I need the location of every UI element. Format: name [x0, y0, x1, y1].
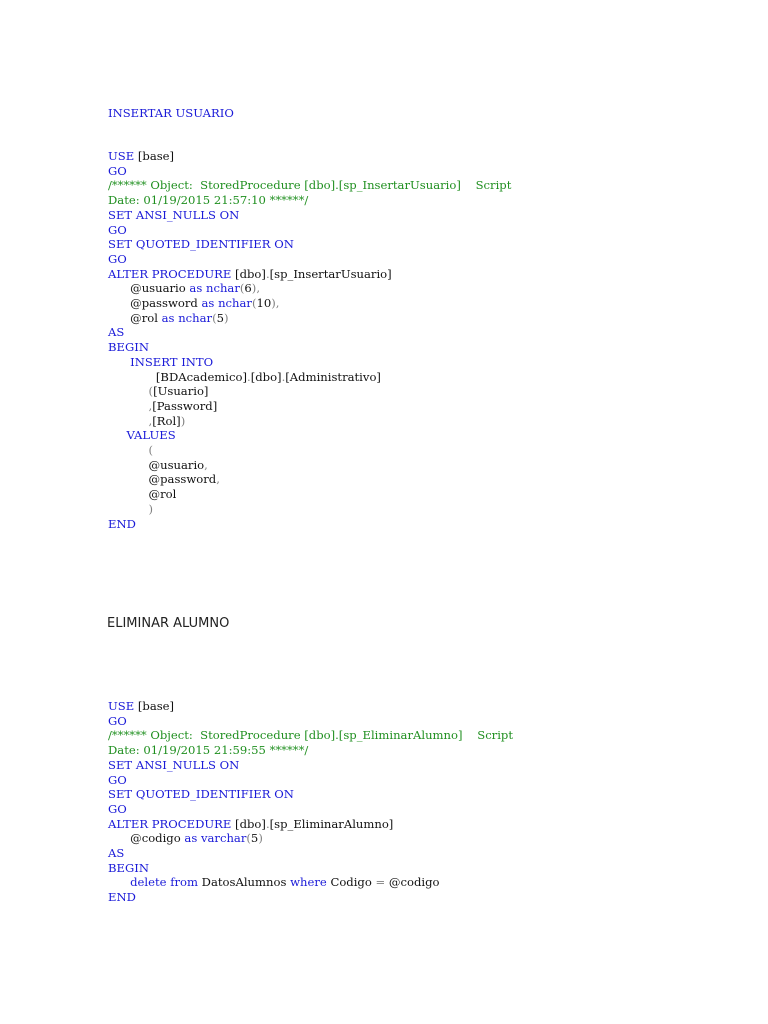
code-token: . [247, 369, 251, 384]
code-line [108, 414, 185, 429]
code-token: [dbo] [250, 369, 282, 384]
code-line [108, 370, 381, 385]
code-line [108, 875, 440, 890]
code-token: [Password] [152, 398, 218, 413]
code-token: ( [251, 296, 257, 310]
code-token: GO [108, 801, 127, 816]
code-token: [BDAcademico] [108, 369, 248, 384]
code-token: BEGIN [108, 340, 149, 355]
code-token: 5 [250, 831, 259, 846]
code-line [108, 311, 229, 326]
code-line [108, 443, 153, 458]
code-token: varchar [200, 831, 247, 846]
code-token: SET ANSI_NULLS ON [108, 757, 240, 772]
code-token: [dbo] [231, 816, 266, 831]
code-token: GO [108, 772, 127, 787]
code-token [108, 355, 130, 369]
code-token: [Rol] [152, 413, 181, 428]
code-line [108, 743, 308, 758]
code-token: GO [108, 713, 127, 728]
code-token: from [170, 875, 198, 890]
code-token: ( [148, 384, 154, 399]
code-token: AS [108, 325, 125, 340]
code-line [108, 458, 208, 473]
code-line [108, 846, 124, 861]
code-token: @codigo [108, 831, 185, 846]
code-token: END [108, 516, 136, 531]
code-token: /****** Object: StoredProcedure [dbo].[sp_EliminarAlumno] Script [108, 728, 514, 743]
code-token: ), [271, 296, 280, 310]
code-line [108, 502, 153, 517]
code-token: @password [108, 296, 202, 310]
code-line [108, 149, 174, 164]
code-token [108, 414, 149, 428]
code-token: [sp_EliminarAlumno] [269, 816, 394, 831]
code-token: [Usuario] [153, 384, 209, 399]
code-token: USE [108, 149, 135, 163]
code-line [108, 237, 294, 252]
section-title-eliminar-alumno: ELIMINAR ALUMNO [107, 616, 230, 631]
code-line [108, 267, 392, 282]
code-line [108, 340, 149, 355]
code-token: DatosAlumnos [198, 875, 291, 890]
code-line [108, 861, 149, 876]
code-token: as [161, 310, 175, 325]
code-token: 6 [244, 281, 252, 296]
code-token: ( [212, 310, 217, 325]
code-token: SET ANSI_NULLS ON [108, 207, 240, 222]
code-line [108, 223, 127, 238]
code-token: as [189, 281, 203, 296]
code-line [108, 831, 263, 846]
code-line [108, 773, 127, 788]
code-token [108, 502, 149, 516]
code-token: ALTER PROCEDURE [108, 266, 232, 281]
code-line [108, 252, 127, 267]
code-token: GO [108, 251, 127, 266]
code-line [108, 281, 260, 296]
code-token [108, 875, 130, 889]
code-token: ALTER PROCEDURE [108, 816, 232, 831]
code-token: GO [108, 222, 127, 237]
section-title-insertar-usuario: INSERTAR USUARIO [108, 106, 234, 120]
code-line [108, 758, 239, 773]
code-token: GO [108, 163, 127, 178]
code-token: ) [180, 413, 186, 428]
code-token: SET QUOTED_IDENTIFIER ON [108, 787, 294, 802]
code-token: Codigo [326, 875, 376, 890]
code-token: Date: 01/19/2015 21:57:10 ******/ [108, 193, 309, 208]
code-token: AS [108, 846, 125, 860]
code-token: SET QUOTED_IDENTIFIER ON [108, 237, 294, 252]
code-line [108, 714, 127, 729]
code-token: ( [246, 831, 251, 846]
code-token: [base] [134, 699, 175, 713]
code-token: ) [258, 831, 263, 846]
code-token: , [148, 413, 153, 428]
code-token: [dbo] [231, 266, 266, 281]
code-token: /****** Object: StoredProcedure [dbo].[sp_InsertarUsuario] Script [108, 178, 512, 193]
code-token: nchar [205, 281, 240, 296]
code-token: @password [108, 472, 217, 487]
code-line [108, 296, 279, 311]
code-token [108, 384, 149, 398]
code-token: @usuario [108, 281, 190, 296]
code-line [108, 890, 136, 905]
code-token: nchar [218, 296, 252, 310]
code-token: END [108, 890, 136, 905]
code-token: ( [148, 443, 154, 457]
code-line [108, 193, 308, 208]
code-line [108, 384, 208, 399]
code-block-eliminar-alumno [108, 699, 748, 909]
code-line [108, 728, 513, 743]
code-line [108, 517, 136, 532]
code-token: @rol [108, 310, 162, 325]
code-line [108, 355, 213, 370]
code-token: ), [251, 281, 261, 296]
code-token: @usuario [108, 457, 205, 472]
code-token: as [201, 296, 215, 310]
code-token: . [281, 369, 286, 384]
code-token: ( [239, 281, 245, 296]
code-token: nchar [178, 310, 213, 325]
code-token [108, 428, 126, 442]
code-token: . [265, 266, 270, 281]
code-line [108, 699, 174, 714]
code-line [108, 487, 176, 502]
code-line [108, 472, 220, 487]
code-line [108, 787, 294, 802]
code-block-insertar-usuario [108, 149, 748, 539]
code-token: [sp_InsertarUsuario] [269, 266, 392, 281]
code-line [108, 817, 393, 832]
code-line [108, 208, 239, 223]
code-token: BEGIN [108, 860, 149, 875]
code-token: ) [224, 310, 229, 325]
code-token: ) [148, 501, 154, 516]
code-token: as [184, 831, 198, 846]
code-token: where [290, 875, 327, 890]
code-token: [base] [134, 149, 175, 163]
code-token: = [375, 875, 386, 890]
code-line [108, 178, 511, 193]
code-token: delete [130, 875, 167, 890]
code-token: USE [108, 699, 135, 713]
code-token: [Administrativo] [285, 369, 381, 384]
code-token: 10 [256, 296, 272, 310]
code-token: Date: 01/19/2015 21:59:55 ******/ [108, 743, 309, 758]
code-token: , [216, 472, 220, 487]
code-token: @codigo [385, 875, 440, 890]
code-token: INSERT INTO [130, 354, 214, 369]
code-token: 5 [216, 310, 224, 325]
code-token: VALUES [126, 428, 176, 443]
code-line [108, 428, 176, 443]
code-token [108, 399, 149, 413]
code-token [108, 443, 149, 457]
code-line [108, 802, 127, 817]
code-token: , [148, 398, 153, 413]
code-line [108, 325, 124, 340]
code-token: @rol [108, 487, 177, 502]
code-line [108, 399, 217, 414]
code-line [108, 164, 127, 179]
code-token: . [265, 816, 270, 831]
code-token: , [204, 457, 208, 472]
